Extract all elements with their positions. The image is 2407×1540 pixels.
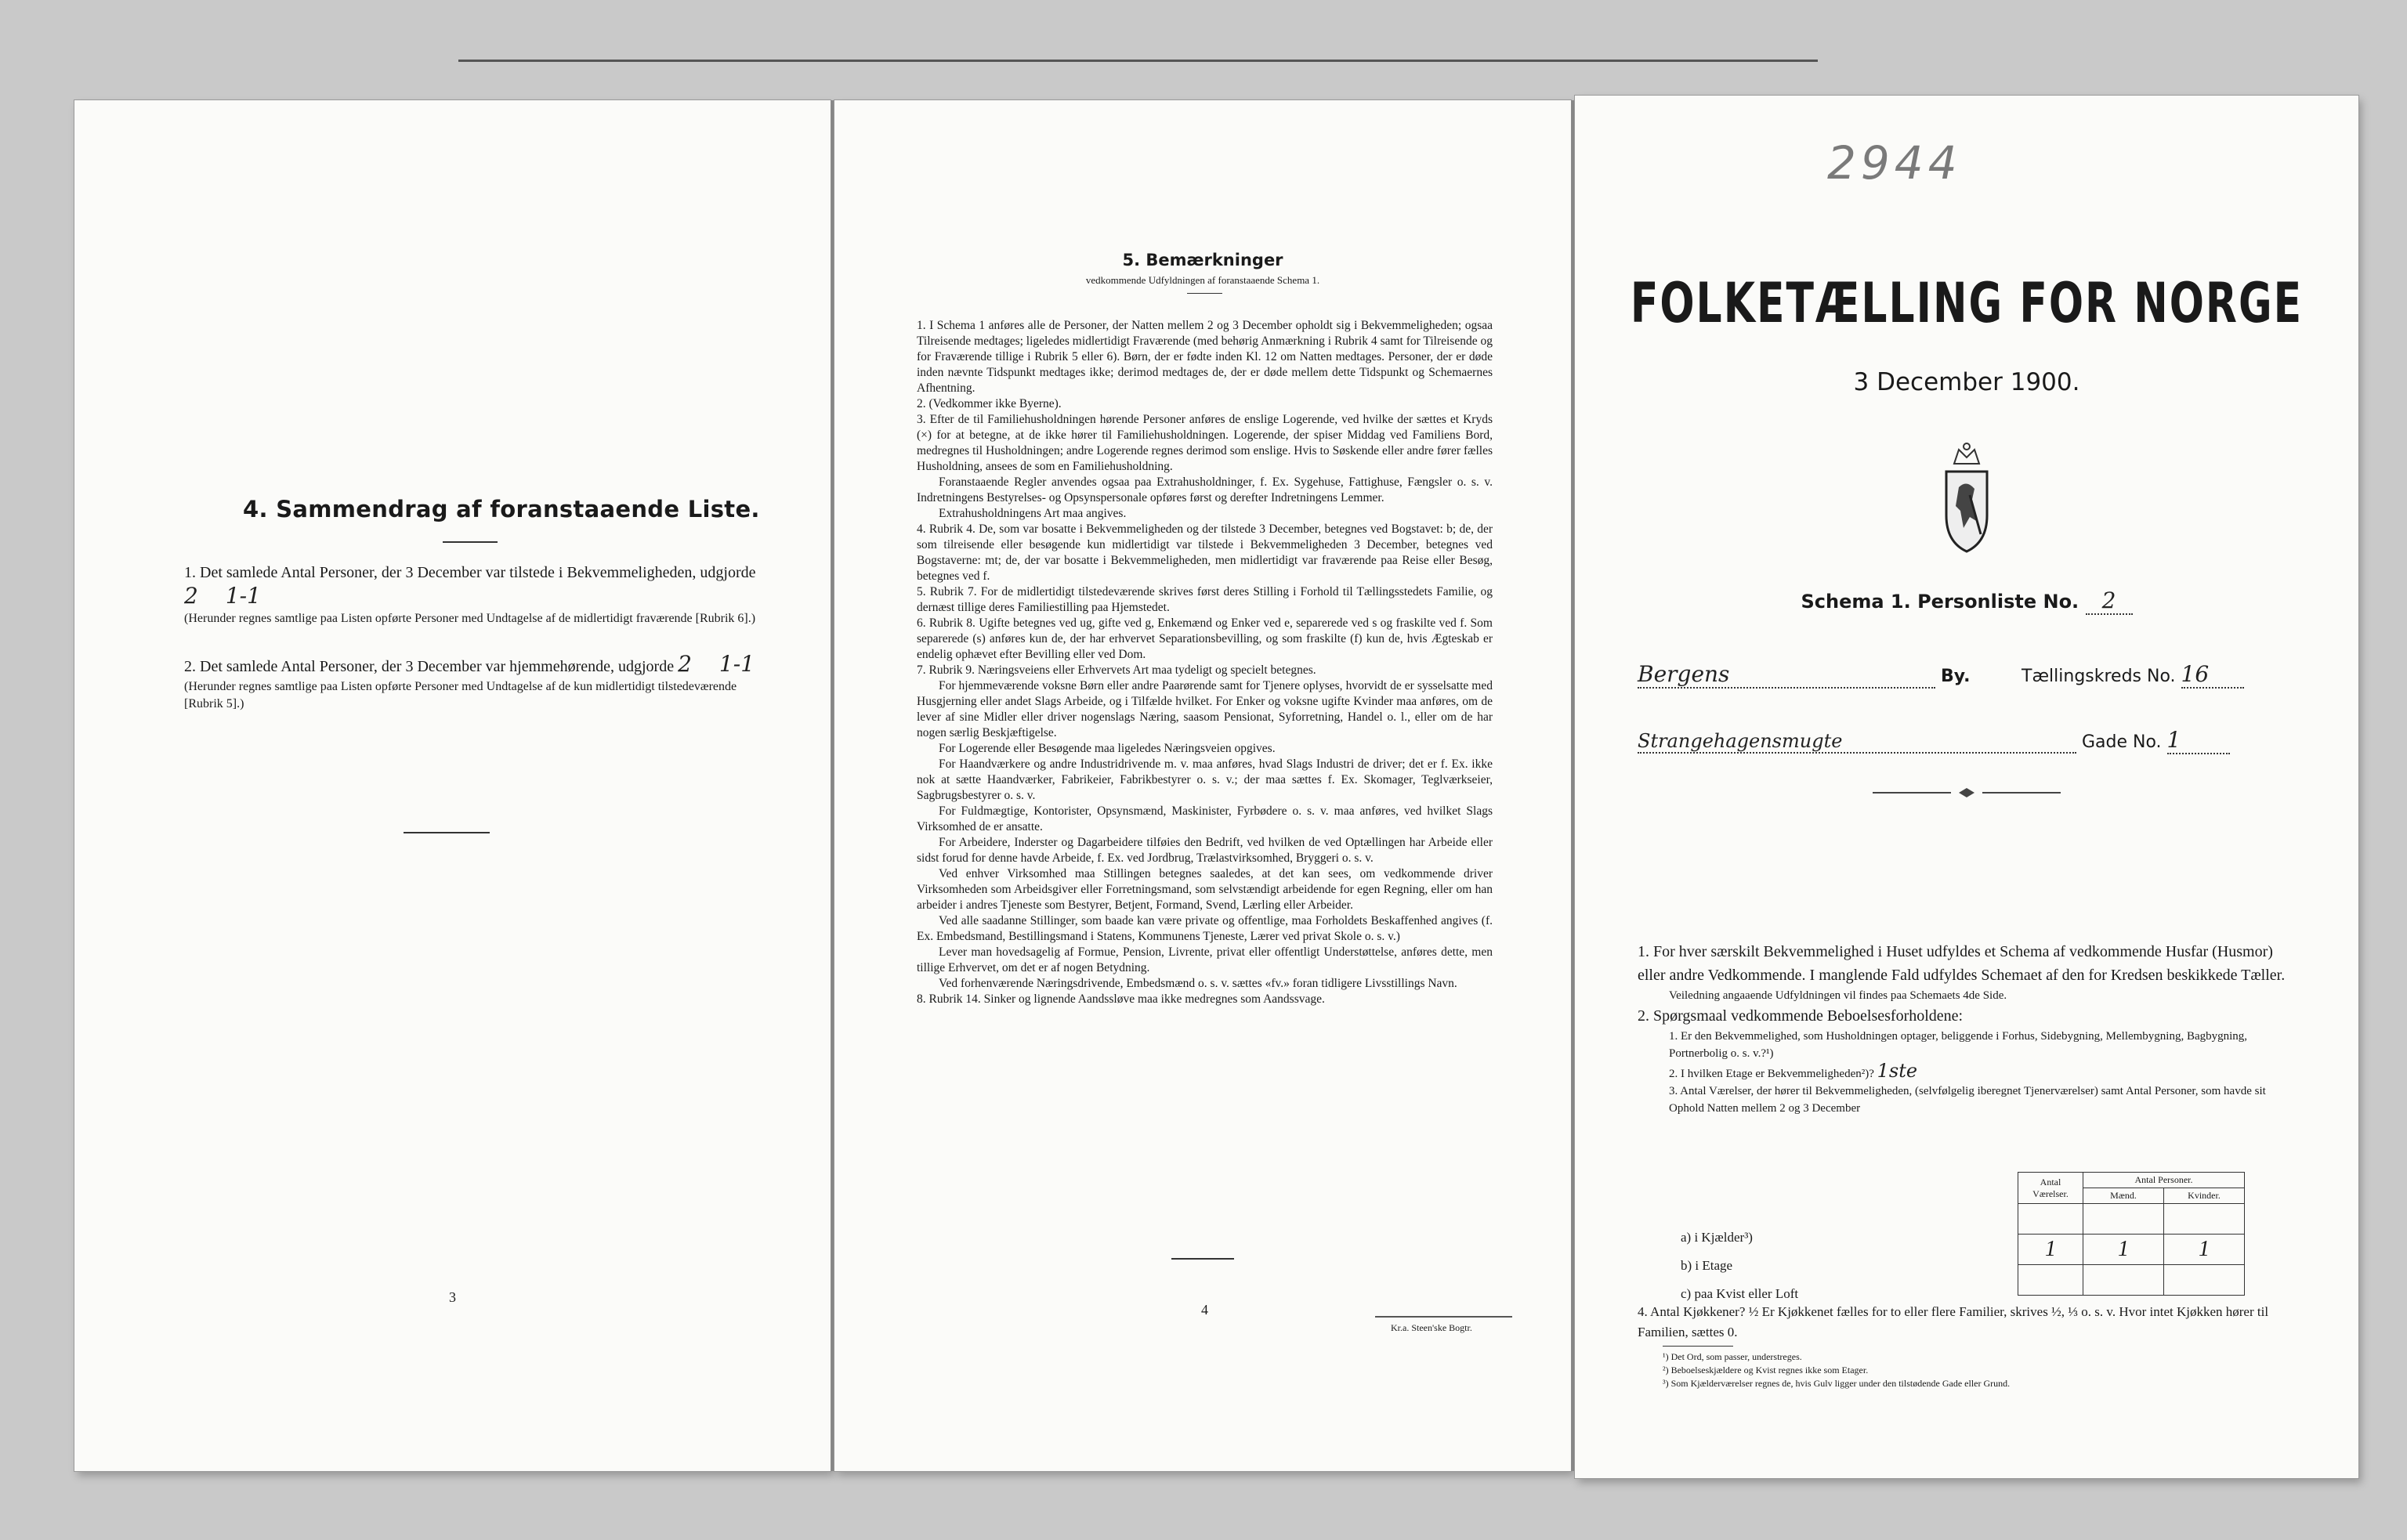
divider	[1171, 1258, 1234, 1260]
remark-paragraph: Lever man hovedsagelig af Formue, Pension, Livrente, privat eller offentligt Understøttelse, anføres dette, men tillige Erhvervet, om det er af nogen Betydning.	[917, 945, 1493, 974]
remark-paragraph: Ved forhenværende Næringsdrivende, Embedsmænd o. s. v. sættes «fv.» foran tidligere Livsstillings Navn.	[939, 977, 1457, 990]
schema-label: Schema 1. Personliste No.	[1801, 591, 2079, 613]
floor-value: 1ste	[1877, 1060, 1918, 1082]
cell	[2018, 1204, 2083, 1235]
remark-paragraph: 1. I Schema 1 anføres alle de Personer, der Natten mellem 2 og 3 December opholdt sig i Bekvemmeligheden; ogsaa Tilreisende medtages; ligeledes midlertidigt Fraværende (med behørig Anmærkning i Rubrik 4 samt for Tilreisende og for Fraværende tillige i Rubrik 5 eller 6). Børn, der er fødte inden Kl. 12 om Natten medtages. Personer, der er døde inden nævnte Tidspunkt medtages ikke; derimod medtages de, der er døde mellem dette Tidspunkt og Schemaernes Afhentning.	[917, 319, 1493, 395]
remarks-body	[917, 318, 1493, 1007]
printer-rule	[1375, 1316, 1512, 1318]
header-rooms: Antal Værelser.	[2018, 1173, 2083, 1204]
district-value: 16	[2181, 661, 2244, 689]
list-number-field: 2	[2086, 587, 2133, 615]
remark-paragraph: For Haandværkere og andre Industridrivende m. v. maa anføres, hvad Slags Industri de driver; det er f. Ex. ikke nok at sætte Haandværker, Fabrikeier, Fabrikbestyrer o. s. v.; der maa sættes f. Ex. Skomager, Teglværkseier, Sagbrugsbestyrer o. s. v.	[917, 757, 1493, 802]
archive-number: 2944	[1827, 136, 1962, 190]
remark-paragraph: For Fuldmægtige, Kontorister, Opsynsmænd, Maskinister, Fyrbødere o. s. v. maa anføres, ved hvilket Slags Virksomhed de er ansatte.	[917, 804, 1493, 833]
summary-item-2-tally: 1-1	[718, 651, 755, 677]
summary-section-title: 4. Sammendrag af foranstaaende Liste.	[243, 496, 760, 522]
remarks-title: 5. Bemærkninger	[1122, 251, 1283, 269]
summary-item-1	[184, 561, 764, 627]
remark-paragraph: 6. Rubrik 8. Ugifte betegnes ved ug, gifte ved g, Enkemænd og Enker ved e, separerede ved s og fraskilte ved f. Som separerede (s) anføres kun de, der har erhvervet Separationsbevilling, og som fraskilte (f) kun de, hvis Ægteskab er endelig ophævet efter Bevilling eller ved Dom.	[917, 616, 1493, 661]
cell	[2083, 1204, 2164, 1235]
question-2	[1638, 1062, 2304, 1083]
printer-imprint: Kr.a. Steen'ske Bogtr.	[1391, 1322, 1472, 1333]
page-number: 3	[449, 1289, 456, 1305]
schema-line	[1575, 587, 2358, 615]
remark-paragraph: 3. Efter de til Familiehusholdningen hørende Personer anføres de enslige Logerende, ved hvilke der sættes et Kryds (×) for at betegne, at de ikke hører til Familiehusholdningen. Logerende, der spiser Middag ved Familiens Bord, medregnes til Husholdningen; andre Logerende regnes derimod som enslige. Hvis to Søskende eller andre fører fælles Husholdning, ansees de som en Familiehusholdning.	[917, 413, 1493, 473]
remarks-subtitle: vedkommende Udfyldningen af foranstaaende Schema 1.	[1085, 274, 1320, 286]
remark-paragraph: 2. (Vedkommer ikke Byerne).	[917, 397, 1062, 410]
page-4	[834, 100, 1571, 1471]
instruction-1-note: Veiledning angaaende Udfyldningen vil findes paa Schemaets 4de Side.	[1669, 989, 2007, 1002]
question-4: 4. Antal Kjøkkener? ½ Er Kjøkkenet fælles for to eller flere Familier, skrives ½, ⅓ o. s. v. Hvor intet Kjøkken hører til Familien, sættes 0.	[1638, 1304, 2269, 1339]
district-field	[2022, 661, 2244, 689]
question-1: 1. Er den Bekvemmelighed, som Husholdningen optager, beliggende i Forhus, Sidebygning, Mellembygning, Bagbygning, Portnerbolig o. s. v.?¹)	[1669, 1030, 2248, 1060]
street-label: Gade No.	[2082, 732, 2162, 752]
divider	[404, 832, 490, 833]
header-persons: Antal Personer.	[2083, 1173, 2245, 1188]
district-label: Tællingskreds No.	[2022, 667, 2176, 686]
divider	[443, 541, 498, 543]
cell-women: 1	[2164, 1235, 2245, 1265]
street-field	[1638, 727, 2230, 754]
header-men: Mænd.	[2083, 1188, 2164, 1204]
cell	[2164, 1204, 2245, 1235]
remark-paragraph: Ved alle saadanne Stillinger, som baade kan være private og offentlige, maa Forholdets Beskaffenhed angives (f. Ex. Embedsmand, Bestillingsmand i Statens, Kommunens Tjeneste, Lærer ved privat Skole o. s. v.)	[917, 914, 1493, 943]
summary-item-2-note: (Herunder regnes samtlige paa Listen opførte Personer med Undtagelse af de kun midlertidigt tilstedeværende [Rubrik 5].)	[184, 680, 737, 710]
page-number: 4	[1201, 1302, 1208, 1318]
remark-paragraph: For hjemmeværende voksne Børn eller andre Paarørende samt for Tjenere oplyses, hvorvidt de er sysselsatte med Husgjerning eller andet Slags Arbeide, og i Tilfælde hvilket. For Enker og voksne ugifte Kvinder maa anføres, om de lever af sine Midler eller driver nogenslags Næring, saasom Pensionat, Syforretning, Handel o. l., eller om de har nogen særlig Beskjæftigelse.	[917, 679, 1493, 739]
scanner-edge-line	[458, 60, 1818, 62]
form-title: FOLKETÆLLING FOR NORGE	[1630, 272, 2304, 336]
summary-item-2	[184, 653, 764, 713]
cell	[2018, 1265, 2083, 1296]
remark-paragraph: Extrahusholdningens Art maa angives.	[939, 507, 1127, 520]
remark-paragraph: 8. Rubrik 14. Sinker og lignende Aandssløve maa ikke medregnes som Aandssvage.	[917, 992, 1325, 1006]
norwegian-coat-of-arms-icon	[1935, 440, 1998, 558]
census-form-spread	[74, 100, 2315, 1477]
remark-paragraph: Foranstaaende Regler anvendes ogsaa paa Extrahusholdninger, f. Ex. Sygehuse, Fattighuse, Fængsler o. s. v. Indretningens Bestyrelses- og Opsynspersonale opføres først og derefter Indretningens Lemmer.	[917, 475, 1493, 504]
page-3	[74, 100, 831, 1471]
remark-paragraph: Ved enhver Virksomhed maa Stillingen betegnes saaledes, at det kan sees, om vedkommende driver Virksomheden som Arbeidsgiver eller Forretningsmand, som selvstændigt arbeidende for egen Regning, eller om han arbeider i andres Tjeneste som Bestyrer, Betjent, Formand, Svend, Lærling eller Arbeider.	[917, 867, 1493, 912]
city-value: Bergens	[1638, 661, 1935, 689]
rooms-persons-table	[2018, 1172, 2245, 1296]
cell-rooms: 1	[2018, 1235, 2083, 1265]
remark-paragraph: For Arbeidere, Inderster og Dagarbeidere tilføies den Bedrift, ved hvilken de ved Optællingen har Arbeide eller sidst forud for denne havde Arbeide, f. Ex. ved Jordbrug, Trælastvirksomhed, Bryggeri o. s. v.	[917, 836, 1493, 865]
header-women: Kvinder.	[2164, 1188, 2245, 1204]
remark-paragraph: 5. Rubrik 7. For de midlertidigt tilstedeværende skrives først deres Stilling i Forhold til Tællingsstedets Familie, og dernæst tillige deres Familiestilling paa Hjemstedet.	[917, 585, 1493, 614]
remark-paragraph: For Logerende eller Besøgende maa ligeledes Næringsveien opgives.	[939, 742, 1276, 755]
instructions	[1638, 940, 2304, 1117]
row-label-cellar: a) i Kjælder³)	[1681, 1230, 1753, 1245]
summary-item-1-note: (Herunder regnes samtlige paa Listen opførte Personer med Undtagelse af de midlertidigt fraværende [Rubrik 6].)	[184, 612, 756, 625]
cell-men: 1	[2083, 1235, 2164, 1265]
summary-item-2-text: 2. Det samlede Antal Personer, der 3 December var hjemmehørende, udgjorde	[184, 658, 675, 675]
city-label: By.	[1941, 667, 1971, 686]
footnote-rule	[1663, 1346, 1733, 1347]
footnote-1: ¹) Det Ord, som passer, understreges.	[1663, 1351, 1802, 1362]
remark-paragraph: 7. Rubrik 9. Næringsveiens eller Erhvervets Art maa tydeligt og specielt betegnes.	[917, 663, 1316, 677]
title-page	[1575, 96, 2358, 1478]
census-date: 3 December 1900.	[1853, 368, 2080, 396]
divider	[1187, 293, 1222, 294]
row-label-attic: c) paa Kvist eller Loft	[1681, 1286, 1799, 1301]
footnote-2: ²) Beboelseskjældere og Kvist regnes ikke som Etager.	[1663, 1365, 1869, 1376]
summary-item-2-value: 2	[678, 651, 692, 677]
summary-item-1-tally: 1-1	[225, 583, 261, 609]
instruction-2: 2. Spørgsmaal vedkommende Beboelsesforholdene:	[1638, 1007, 1964, 1025]
footnotes	[1663, 1350, 2305, 1390]
footnote-3: ³) Som Kjælderværelser regnes de, hvis Gulv ligger under den tilstødende Gade eller Grund.	[1663, 1378, 2011, 1389]
instruction-1: 1. For hver særskilt Bekvemmelighed i Huset udfyldes et Schema af vedkommende Husfar (Husmor) eller andre Vedkommende. I manglende Fald udfyldes Schemaet af den for Kredsen beskikkede Tæller.	[1638, 943, 2286, 984]
question-2-text: 2. I hvilken Etage er Bekvemmeligheden²)?	[1669, 1068, 1874, 1080]
street-number: 1	[2167, 727, 2230, 754]
street-value: Strangehagensmugte	[1638, 730, 2076, 754]
ornament-divider-icon	[1873, 785, 2061, 801]
row-label-floor: b) i Etage	[1681, 1258, 1733, 1273]
remark-paragraph: 4. Rubrik 4. De, som var bosatte i Bekvemmeligheden og der tilstede 3 December, betegnes ved Bogstavet: b; de, der som tilreisende eller besøgende kun midlertidigt var tilstede i Bekvemmeligheden 3 December, betegnes ved Bogstaverne: mt; de, der var bosatte i Bekvemmeligheden, men midlertidigt var fraværende paa Reise eller Besøg, betegnes ved f.	[917, 522, 1493, 583]
summary-item-1-value: 2	[184, 583, 198, 609]
cell	[2164, 1265, 2245, 1296]
table-row-labels	[1681, 1224, 1798, 1308]
question-3: 3. Antal Værelser, der hører til Bekvemmeligheden, (selvfølgelig iberegnet Tjenerværelser) samt Antal Personer, som havde sit Ophold Natten mellem 2 og 3 December	[1669, 1085, 2266, 1115]
city-field	[1638, 661, 1970, 689]
cell	[2083, 1265, 2164, 1296]
summary-item-1-text: 1. Det samlede Antal Personer, der 3 December var tilstede i Bekvemmeligheden, udgjorde	[184, 564, 756, 581]
